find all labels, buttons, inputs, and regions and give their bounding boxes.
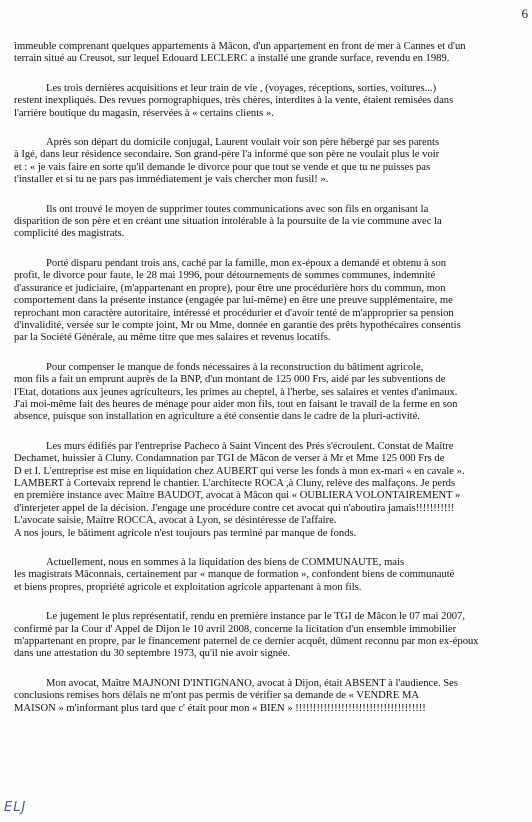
text-line: par la Société Générale, au même titre que mes salaires et revenus locatifs. <box>14 332 331 344</box>
text-line: Après son départ du domicile conjugal, Laurent voulait voir son père hébergé par ses parents <box>46 137 440 149</box>
text-line: D et I. L'entreprise est mise en liquidation chez AUBERT qui verse les fonds à mon ex-mari « en cavale ». <box>14 465 465 477</box>
page-number: 6 <box>521 6 528 21</box>
text-line: reprochant mon caractère autoritaire, intéressé et procédurier et d'avoir tenté de m'approprier sa pension <box>14 307 454 319</box>
text-line: disparition de son père et en créant une situation intolérable à la poursuite de la vie commune avec la <box>14 216 442 228</box>
text-line: Pour compenser le manque de fonds nécessaires à la reconstruction du bâtiment agricole, <box>46 361 424 373</box>
text-line: à Igé, dans leur résidence secondaire. Son grand-père l'a informé que son père ne voulait plus le voir <box>14 149 440 161</box>
paragraph <box>14 258 522 345</box>
text-line: mon fils a fait un emprunt auprès de la BNP, d'un montant de 125 000 Frs, aidé par les subventions de <box>14 374 446 386</box>
text-line: profit, le divorce pour faute, le 28 mai 1996, pour détournements de sommes communes, indemnité <box>14 270 436 282</box>
document-body <box>14 41 522 732</box>
text-line: et biens propres, propriété agricole et exploitation agricole appartenant à mon fils. <box>14 581 362 593</box>
text-line: Actuellement, nous en sommes à la liquidation des biens de COMMUNAUTE, mais <box>46 557 405 568</box>
text-line: Les murs édifiés par l'entreprise Pacheco à Saint Vincent des Prés s'écroulent. Constat de Maître <box>46 440 454 452</box>
text-line: comportement dans la présente instance (engagée par lui-même) en être une preuve supplémentaire, me <box>14 295 453 307</box>
text-line: L'avocate saisie, Maître ROCCA, avocat à Lyon, se désintéresse de l'affaire. <box>14 515 337 527</box>
text-line: LAMBERT à Cortevaix reprend le chantier. L'architecte ROCA ,à Cluny, relève des malfaçons. Je perds <box>14 477 456 489</box>
text-line: en première instance avec Maître BAUDOT, avocat à Mâcon qui « OUBLIERA VOLONTAIREMENT » <box>14 490 461 502</box>
text-line: m'appartenant en propre, par le financement paternel de ce dernier acquêt, dûment reconnu par mon ex-époux <box>14 636 479 648</box>
handwritten-initials: ELJ <box>4 800 27 815</box>
paragraph <box>14 611 522 661</box>
text-line: A nos jours, le bâtiment agricole n'est toujours pas terminé par manque de fonds. <box>14 527 357 539</box>
text-line: Le jugement le plus représentatif, rendu en première instance par le TGI de Mâcon le 07 mai 2007, <box>46 611 465 623</box>
text-line: restent inexpliqués. Des revues pornographiques, très chères, interdites à la vente, étaient remisées dans <box>14 95 454 107</box>
text-line: dans une attestation du 30 septembre 1973, qu'il nie avoir signée. <box>14 648 291 660</box>
text-line: l'arrière boutique du magasin, réservées à « certains clients ». <box>14 107 274 119</box>
text-line: immeuble comprenant quelques appartements à Mâcon, d'un appartement en front de mer à Cannes et d'un <box>14 41 466 52</box>
text-line: d'interjeter appel de la décision. J'engage une procédure contre cet avocat qui n'aboutira jamais!!!!!!!!!!! <box>14 502 455 514</box>
text-line: d'assurance et judiciaire, (m'appartenant en propre), pour être une procédurière hors du commun, mon <box>14 282 446 294</box>
text-line: conclusions remises hors délais ne m'ont pas permis de vérifier sa demande de « VENDRE MA <box>14 690 420 702</box>
paragraph <box>14 137 522 187</box>
text-line: confirmé par la Cour d' Appel de Dijon le 10 avril 2008, concerne la licitation d'un ensemble immobilier <box>14 623 457 635</box>
text-line: Ils ont trouvé le moyen de supprimer toutes communications avec son fils en organisant la <box>46 203 429 215</box>
text-line: Les trois dernières acquisitions et leur train de vie , (voyages, réceptions, sorties, voitures...) <box>46 82 437 94</box>
text-line: absence, puisque son installation en agriculture a été consentie dans le cadre de la pluri-activité. <box>14 411 420 423</box>
text-line: terrain situé au Creusot, sur lequel Edouard LECLERC a installé une grande surface, revendu en 1989. <box>14 53 450 65</box>
text-line: complicité des magistrats. <box>14 228 125 240</box>
text-line: Porté disparu pendant trois ans, caché par la famille, mon ex-époux a demandé et obtenu à son <box>46 257 447 269</box>
text-line: t'installer et si tu ne pars pas immédiatement je vais chercher mon fusil! ». <box>14 174 329 186</box>
text-line: les magistrats Mâconnais, certainement par « manque de formation », confondent biens de communauté <box>14 569 455 581</box>
paragraph <box>14 557 522 594</box>
paragraph <box>14 362 522 424</box>
paragraph <box>14 204 522 241</box>
text-line: l'Etat, dotations aux jeunes agriculteurs, les primes au cheptel, à l'herbe, ses salaires et ventes d'animaux. <box>14 386 458 398</box>
text-line: MAISON » m'informant plus tard que c' était pour mon « BIEN » !!!!!!!!!!!!!!!!!!!!!!!!!!!!!!!!!!!!! <box>14 702 426 714</box>
text-line: J'ai moi-même fait des heures de ménage pour aider mon fils, tout en faisant le travail de la ferme en son <box>14 398 458 410</box>
paragraph <box>14 678 522 715</box>
paragraph <box>14 83 522 120</box>
text-line: d'invalidité, versée sur le compte joint, Mr ou Mme, donnée en garantie des prêts hypothécaires consentis <box>14 319 461 331</box>
text-line: Dechamet, huissier à Cluny. Condamnation par TGI de Mâcon de verser à Mr et Mme 125 000 Frs de <box>14 453 445 465</box>
text-line: et : « je vais faire en sorte qu'il demande le divorce pour que tout se vende et que tu ne puisses pas <box>14 161 431 173</box>
paragraph <box>14 41 522 66</box>
paragraph <box>14 441 522 540</box>
text-line: Mon avocat, Maître MAJNONI D'INTIGNANO, avocat à Dijon, était ABSENT à l'audience. Ses <box>46 677 458 689</box>
